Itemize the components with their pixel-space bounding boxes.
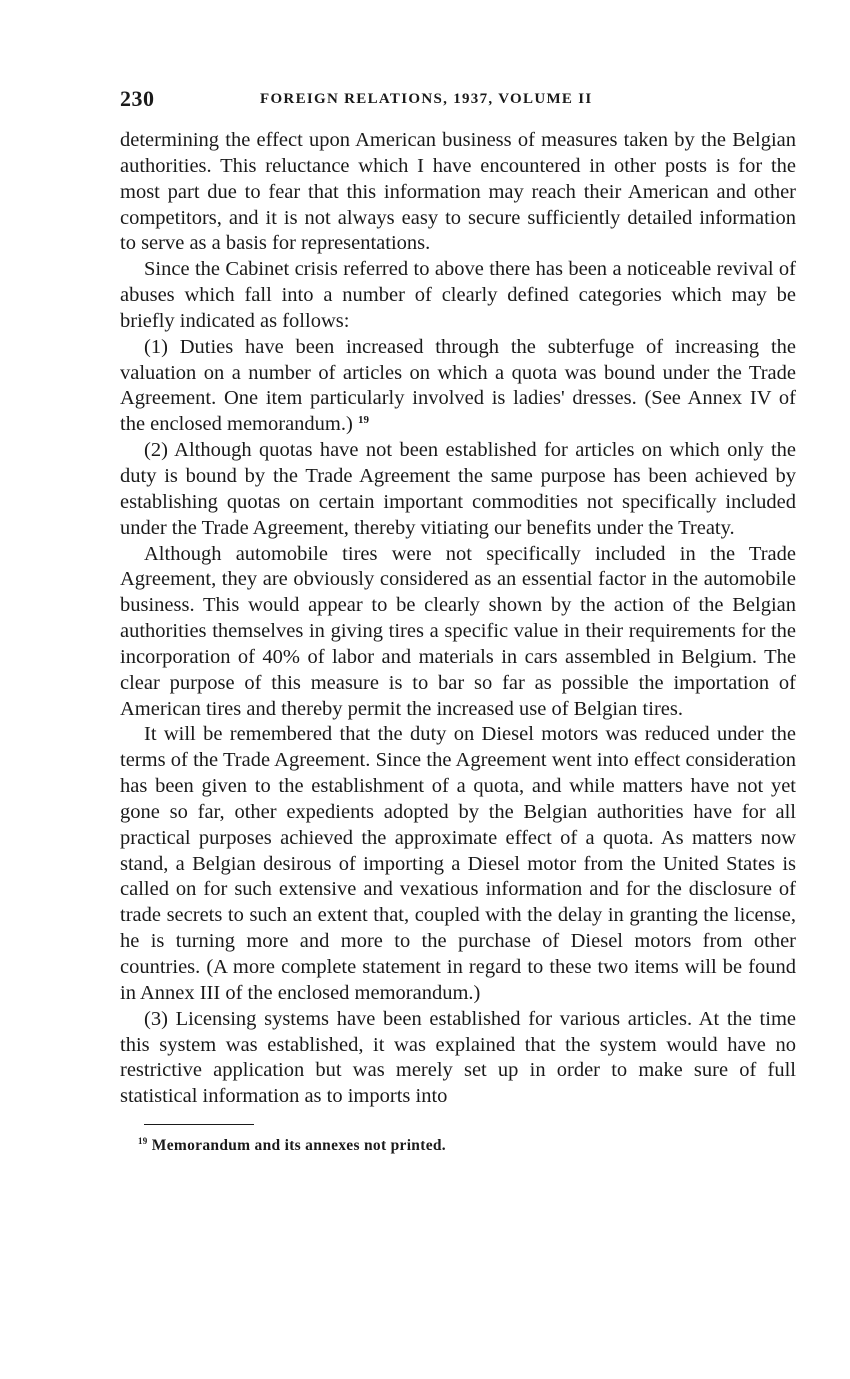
paragraph-item-3: (3) Licensing systems have been established for various articles. At the time this system was established, it was explained that the system would have no restrictive application but was merely set up in order to make sure of full statistical information as to imports into (120, 1007, 796, 1108)
paragraph-continued: determining the effect upon American business of measures taken by the Belgian authorities. This reluctance which I have encountered in other posts is for the most part due to fear that this information may reach their American and other competitors, and it is not always easy to secure sufficiently detailed information to serve as a basis for representations. (120, 129, 796, 255)
footnote-reference[interactable]: 19 (357, 414, 369, 427)
footnote-marker: 19 (138, 1136, 148, 1147)
paragraph-automobile-tires: Although automobile tires were not specifically included in the Trade Agreement, they are obviously considered as an essential factor in the automobile business. This would appear to be clearly shown by the action of the Belgian authorities themselves in giving tires a specific value in their requirements for the incorporation of 40% of labor and materials in cars assembled in Belgium. The clear purpose of this measure is to bar so far as possible the importation of American tires and thereby permit the increased use of Belgian tires. (120, 542, 796, 720)
paragraph-item-2: (2) Although quotas have not been established for articles on which only the duty is bound by the Trade Agreement the same purpose has been achieved by establishing quotas on certain important commodities not specifically included under the Trade Agreement, thereby vitiating our benefits under the Treaty. (120, 439, 796, 539)
page-number: 230 (120, 86, 155, 111)
footnote-divider (144, 1124, 254, 1125)
paragraph-item-1 (120, 335, 796, 438)
running-header-title: FOREIGN RELATIONS, 1937, VOLUME II (260, 91, 593, 107)
body-text (120, 128, 796, 1110)
document-page (120, 86, 796, 1155)
paragraph-cabinet-crisis: Since the Cabinet crisis referred to above there has been a noticeable revival of abuses which fall into a number of clearly defined categories which may be briefly indicated as follows: (120, 258, 796, 332)
footnote-text: Memorandum and its annexes not printed. (151, 1137, 446, 1155)
running-header (120, 86, 796, 120)
paragraph-diesel-motors: It will be remembered that the duty on Diesel motors was reduced under the terms of the Trade Agreement. Since the Agreement went into effect consideration has been given to the establishment of a quota, and while matters have not yet gone so far, other expedients adopted by the Belgian authorities have for all practical purposes achieved the approximate effect of a quota. As matters now stand, a Belgian desirous of importing a Diesel motor from the United States is called on for such extensive and vexatious information and for the disclosure of trade secrets to such an extent that, coupled with the delay in granting the license, he is turning more and more to the purchase of Diesel motors from other countries. (A more complete statement in regard to these two items will be found in Annex III of the enclosed memorandum.) (120, 723, 796, 1004)
paragraph-item-1-text: (1) Duties have been increased through the subterfuge of increasing the valuation on a number of articles on which a quota was bound under the Trade Agreement. One item particularly involved is ladies' dresses. (See Annex IV of the enclosed memorandum.) (120, 335, 796, 436)
footnote (120, 1137, 796, 1155)
